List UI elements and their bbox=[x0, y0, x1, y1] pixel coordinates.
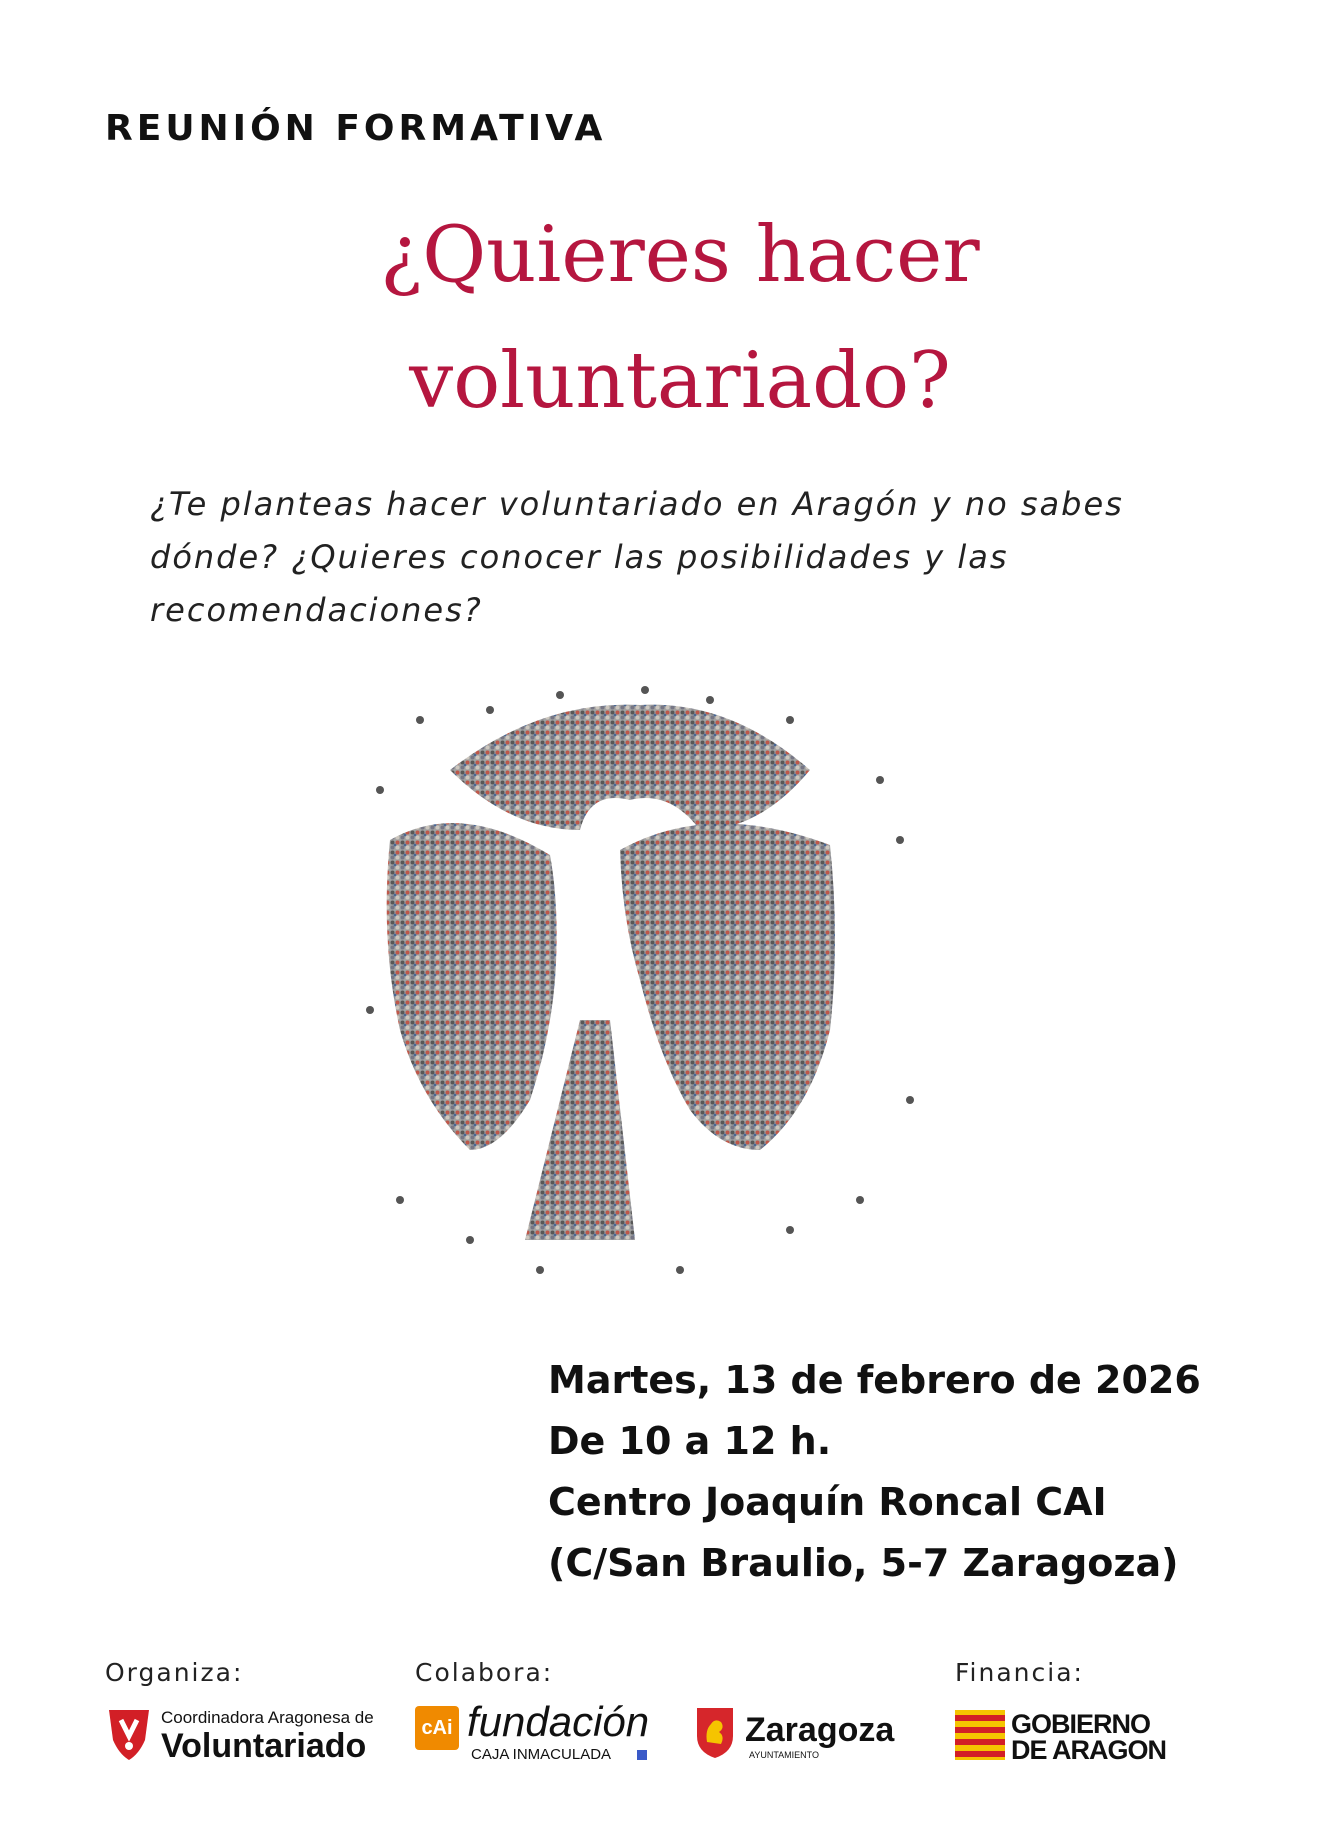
colabora-label: Colabora: bbox=[415, 1658, 554, 1687]
poster-title bbox=[280, 192, 1080, 444]
zaragoza-word: Zaragoza bbox=[745, 1711, 895, 1749]
zaragoza-lion-icon bbox=[695, 1706, 735, 1760]
fundacion-cai-logo bbox=[415, 1700, 655, 1770]
title-line-1: ¿Quieres hacer bbox=[380, 210, 980, 300]
crowd-illustration bbox=[360, 680, 920, 1290]
intro-line-2: dónde? ¿Quieres conocer las posibilidades y las bbox=[150, 538, 1009, 576]
coordinadora-name-big: Voluntariado bbox=[161, 1727, 367, 1765]
fundacion-word: fundación bbox=[467, 1698, 650, 1745]
crowd-left-wing bbox=[387, 823, 557, 1150]
fundacion-square-icon bbox=[637, 1750, 647, 1760]
financia-label: Financia: bbox=[955, 1658, 1084, 1687]
zaragoza-logo bbox=[695, 1700, 915, 1770]
coordinadora-emblem-icon bbox=[105, 1706, 153, 1762]
intro-line-1: ¿Te planteas hacer voluntariado en Aragón y no sabes bbox=[150, 485, 1124, 523]
event-details bbox=[548, 1350, 1268, 1594]
zaragoza-subtitle: AYUNTAMIENTO bbox=[749, 1750, 820, 1760]
event-venue: Centro Joaquín Roncal CAI bbox=[548, 1480, 1107, 1524]
title-line-2: voluntariado? bbox=[409, 336, 951, 426]
intro-text bbox=[150, 478, 1250, 637]
crowd-head-shape bbox=[450, 705, 810, 830]
gobierno-line-2: DE ARAGON bbox=[1011, 1735, 1167, 1765]
gobierno-aragon-logo bbox=[955, 1700, 1195, 1770]
coordinadora-logo bbox=[105, 1700, 405, 1770]
event-type-label: REUNIÓN FORMATIVA bbox=[105, 108, 607, 149]
cai-badge-icon: cAi bbox=[415, 1706, 459, 1750]
crowd-right-wing bbox=[620, 824, 835, 1150]
aragon-flag-icon bbox=[955, 1710, 1005, 1760]
event-address: (C/San Braulio, 5-7 Zaragoza) bbox=[548, 1541, 1179, 1585]
event-time: De 10 a 12 h. bbox=[548, 1419, 832, 1463]
event-date: Martes, 13 de febrero de 2026 bbox=[548, 1358, 1201, 1402]
fundacion-subtitle: CAJA INMACULADA bbox=[471, 1746, 612, 1763]
intro-line-3: recomendaciones? bbox=[150, 591, 483, 629]
organiza-label: Organiza: bbox=[105, 1658, 244, 1687]
coordinadora-name-small: Coordinadora Aragonesa de bbox=[161, 1708, 374, 1727]
gobierno-line-1: GOBIERNO bbox=[1011, 1709, 1151, 1739]
